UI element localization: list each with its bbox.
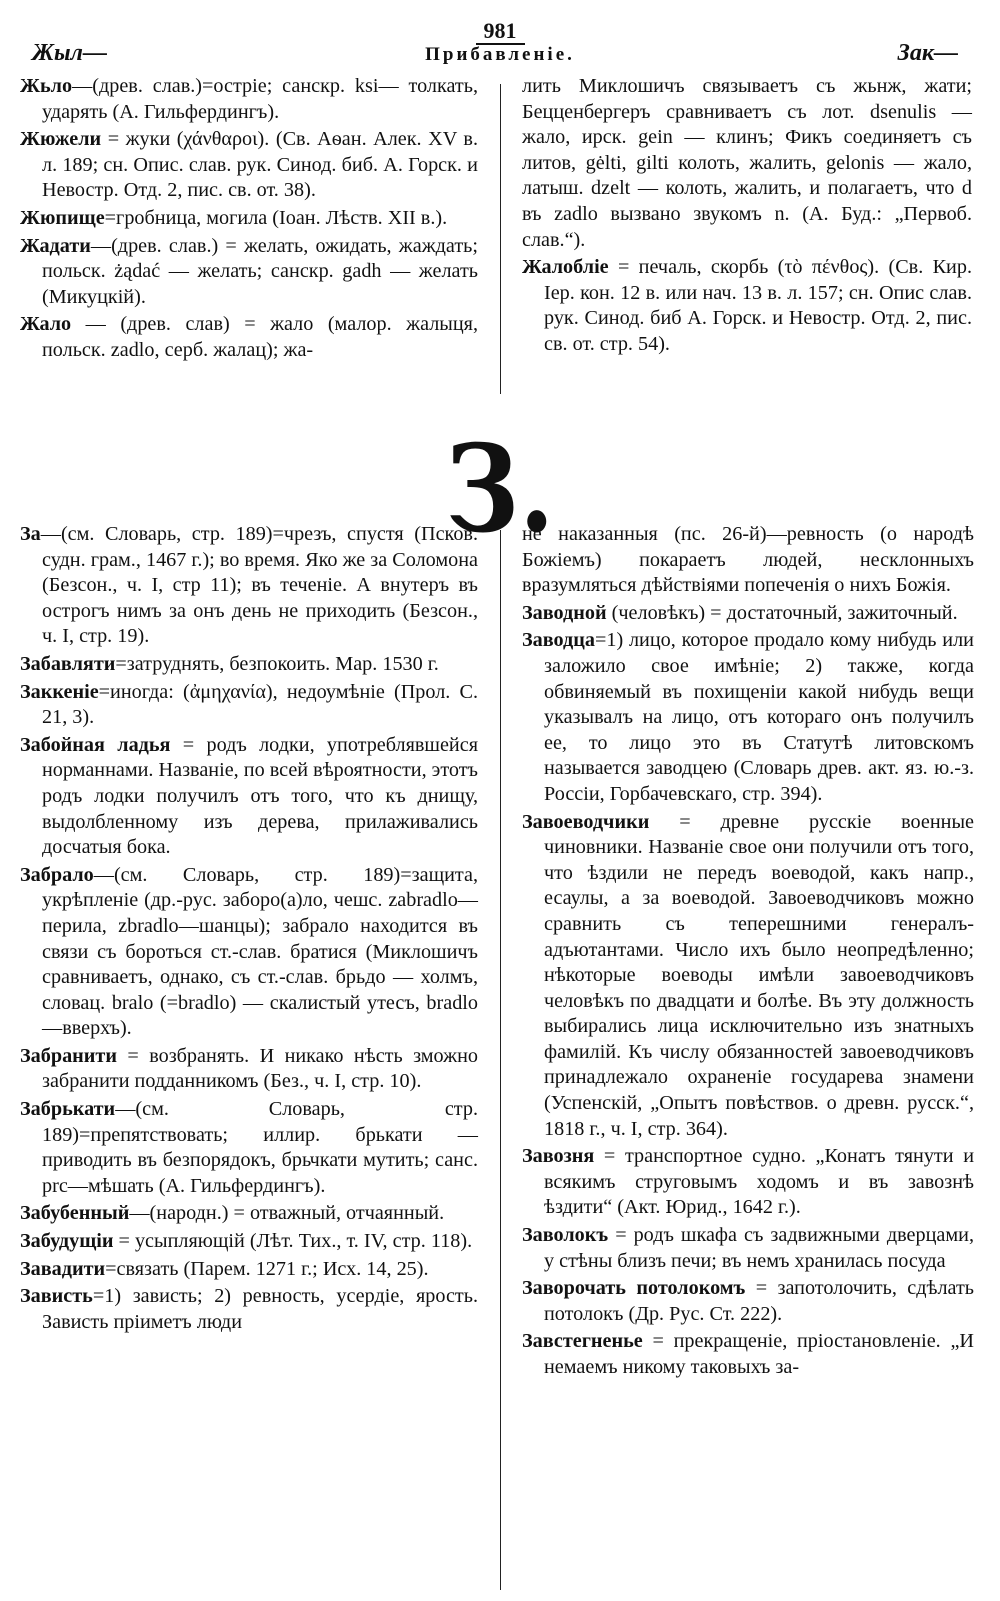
entry-term: Забранити bbox=[20, 1044, 117, 1067]
dictionary-entry bbox=[20, 74, 478, 125]
dictionary-entry bbox=[20, 234, 478, 311]
dictionary-entry bbox=[20, 1097, 478, 1199]
dictionary-entry bbox=[522, 810, 974, 1143]
entry-term: Завозня bbox=[522, 1145, 595, 1168]
entry-definition: —(см. Словарь, стр. 189)=защита, укрѣпленіе (др.-рус. заборо(а)ло, чешс. zabradlo—перила, zbradlo—шанцы); забрало находится въ связи съ бороться ст.-слав. братися (Миклошичъ сравниваетъ, однако, съ ст.-слав. брьдо — холмъ, словац. bralo (=bradlo) — скалистый утесъ, bradlo—вверхъ). bbox=[42, 863, 478, 1040]
entry-term: Забавляти bbox=[20, 652, 116, 675]
entry-term: Забубенный bbox=[20, 1202, 130, 1225]
dictionary-entry bbox=[522, 628, 974, 807]
entry-term: За bbox=[20, 523, 41, 545]
entry-definition: =затруднять, безпокоить. Мар. 1530 г. bbox=[115, 652, 439, 675]
dictionary-entry bbox=[522, 1223, 974, 1274]
bottom-right-column bbox=[522, 522, 974, 1383]
dictionary-entry bbox=[20, 206, 478, 232]
entry-definition: =связать (Парем. 1271 г.; Исх. 14, 25). bbox=[105, 1257, 429, 1280]
dictionary-entry bbox=[20, 733, 478, 861]
entry-term: Заворочать потолокомъ bbox=[522, 1277, 746, 1300]
entry-definition: = прекращеніе, пріостановленіе. „И немаемъ никому таковыхъ за- bbox=[544, 1330, 974, 1378]
entry-definition: = запотолочить, сдѣлать потолокъ (Др. Рус. Ст. 222). bbox=[544, 1277, 974, 1325]
right-guide-word: Зак— bbox=[897, 40, 958, 66]
entry-definition: = жуки (χάνθαροι). (Св. Аѳан. Алек. XV в. л. 189; сн. Опис. слав. рук. Синод. биб. А. Горск. и Невостр. Отд. 2, пис. св. от. 38). bbox=[42, 128, 478, 202]
left-guide-word: Жыл— bbox=[32, 40, 107, 66]
entry-definition: (человѣкъ) = достаточный, зажиточный. bbox=[606, 601, 958, 624]
dictionary-entry bbox=[20, 863, 478, 1042]
entry-term: Завоеводчики bbox=[522, 810, 650, 833]
entry-definition: =гробница, могила (Іоан. Лѣств. XII в.). bbox=[104, 206, 448, 229]
entry-term: Жадати bbox=[20, 234, 91, 257]
dictionary-entry bbox=[522, 255, 972, 357]
dictionary-entry bbox=[20, 1257, 478, 1283]
entry-term: Зависть bbox=[20, 1285, 93, 1308]
entry-term: Жюпище bbox=[20, 206, 105, 229]
dictionary-entry bbox=[522, 1329, 974, 1380]
dictionary-entry bbox=[20, 1044, 478, 1095]
bottom-left-column bbox=[20, 522, 478, 1337]
dictionary-entry bbox=[20, 522, 478, 650]
dictionary-entry bbox=[20, 127, 478, 204]
entry-definition: — (древ. слав) = жало (малор. жалыця, польск. zadlo, серб. жалац); жа- bbox=[42, 313, 478, 361]
entry-term: Забойная ладья bbox=[20, 733, 171, 756]
continued-text: не наказанныя (пс. 26-й)—ревность (о народѣ Божіемъ) покараетъ людей, несклонныхъ вразумляться дѣйствіями попеченія о нихъ Божія. bbox=[522, 523, 974, 597]
entry-term: Забудущіи bbox=[20, 1230, 114, 1253]
top-left-column bbox=[20, 74, 478, 366]
entry-term: Забрало bbox=[20, 863, 94, 886]
entry-definition: =1) зависть; 2) ревность, усердіе, ярость. Зависть пріиметъ люди bbox=[42, 1285, 478, 1333]
dictionary-entry bbox=[20, 312, 478, 363]
entry-term: Жалобліе bbox=[522, 256, 609, 279]
entry-term: Заккеніе bbox=[20, 680, 99, 703]
dictionary-entry bbox=[20, 652, 478, 678]
continued-text: лить Миклошичъ связываетъ съ жьнж, жати; Бецценбергеръ сравниваетъ съ лот. dsenulis — жало, ирск. gein — клинъ; Фикъ соединяетъ съ литов, gėlti, gilti колоть, жалить, gelonis — жало, латыш. dzelt — колоть, жалить, и полагаетъ, что d въ zadlo вызвано звукомъ n. (А. Буд.: „Первоб. слав.“). bbox=[522, 75, 972, 251]
section-letter: З. bbox=[445, 419, 555, 560]
entry-definition: =иногда: (ἀμηχανία), недоумѣніе (Прол. С. 21, 3). bbox=[42, 680, 478, 729]
dictionary-entry bbox=[522, 1144, 974, 1221]
entry-definition: = древне русскіе военные чиновники. Названіе свое они получили отъ того, что ѣздили не передъ воеводой, какъ напр., есаулы, а за воеводой. Завоеводчиковъ можно сравнить съ теперешними генералъ-адъютантами. Число ихъ было неопредѣленно; нѣкоторые воеводы имѣли завоеводчиковъ человѣкъ по двадцати и болѣе. Въ эту должность выбирались лица исключительно изъ знатныхъ фамилій. Къ числу обязанностей завоеводчиковъ принадлежало охраненіе государева знамени (Успенскій, „Опытъ повѣствов. о древн. русск.“, 1818 г., ч. I, стр. 364). bbox=[544, 810, 974, 1140]
dictionary-entry bbox=[522, 601, 974, 627]
entry-definition: = возбранять. И никако нѣсть зможно забранити подданникомъ (Без., ч. I, стр. 10). bbox=[42, 1044, 478, 1093]
entry-term: Жало bbox=[20, 313, 72, 336]
entry-term: Заводца bbox=[522, 629, 595, 652]
entry-definition: —(древ. слав.) = желать, ожидать, жаждать; польск. żądać — желать; санскр. gadh — желать (Микуцкій). bbox=[42, 234, 478, 308]
entry-term: Жюжели bbox=[20, 128, 102, 151]
entry-definition: —(см. Словарь, стр. 189)=чрезъ, спустя (Псков. судн. грам., 1467 г.); во время. Яко же за Соломона (Безсон., ч. I, стр 11); въ теченіе. А внутеръ въ острогъ нимъ за онъ день не приходить (Безсон., ч. I, стр. 19). bbox=[40, 523, 478, 648]
dictionary-entry bbox=[20, 680, 478, 731]
entry-definition: —(народн.) = отважный, отчаянный. bbox=[129, 1202, 445, 1225]
entry-term: Забрькати bbox=[20, 1098, 116, 1121]
page-header bbox=[0, 18, 1000, 68]
top-column-divider bbox=[500, 84, 501, 394]
dictionary-entry bbox=[20, 1284, 478, 1335]
entry-term: Жьло bbox=[20, 75, 73, 97]
entry-definition: = родъ шкафа съ задвижными дверцами, у стѣны близъ печи; въ немъ хранилась посуда bbox=[544, 1224, 974, 1272]
page-number: 981 bbox=[476, 18, 525, 45]
entry-term: Завадити bbox=[20, 1257, 106, 1280]
entry-definition: =1) лицо, которое продало кому нибудь или заложило свое имѣніе; 2) также, когда обвиняемый въ похищеніи какой нибудь вещи указывалъ на лицо, отъ котораго онъ получилъ ее, то лицо это въ Статутѣ литовскомъ называется заводцею (Словарь древ. акт. яз. ю.-з. Россіи, Горбачевскаго, стр. 394). bbox=[544, 629, 974, 805]
entry-definition: = родъ лодки, употреблявшейся норманнами. Названіе, по всей вѣроятности, этотъ родъ лодки получилъ отъ того, что къ днищу, выдолбленному изъ дерева, прилаживались досчатыя бока. bbox=[42, 733, 478, 859]
dictionary-entry bbox=[522, 1276, 974, 1327]
dictionary-entry bbox=[20, 1201, 478, 1227]
bottom-column-divider bbox=[500, 530, 501, 1590]
top-right-column bbox=[522, 74, 972, 360]
entry-term: Завстегненье bbox=[522, 1330, 643, 1353]
entry-definition: —(древ. слав.)=остріе; санскр. ksi— толкать, ударять (А. Гильфердингъ). bbox=[42, 75, 478, 123]
entry-term: Заволокъ bbox=[522, 1224, 609, 1247]
section-title: Прибавленіе. bbox=[425, 44, 575, 65]
entry-term: Заводной bbox=[522, 601, 607, 624]
entry-definition: = печаль, скорбь (τὸ πένθος). (Св. Кир. Іер. кон. 12 в. или нач. 13 в. л. 157; сн. Опис слав. рук. Синод. биб А. Горск. и Невостр. Отд. 2, пис. св. от. стр. 54). bbox=[544, 256, 972, 355]
entry-definition: = усыпляющій (Лѣт. Тих., т. IV, стр. 118). bbox=[113, 1230, 473, 1253]
entry-definition: —(см. Словарь, стр. 189)=препятствовать; иллир. брькати — приводить въ безпорядокъ, брьчкати мутить; санс. prc—мѣшать (А. Гильфердингъ). bbox=[42, 1098, 478, 1197]
dictionary-entry bbox=[20, 1229, 478, 1255]
entry-definition: = транспортное судно. „Конатъ тянути и всякимъ струговымъ ходомъ и въ завознѣ ѣздити“ (Акт. Юрид., 1642 г.). bbox=[544, 1145, 974, 1219]
